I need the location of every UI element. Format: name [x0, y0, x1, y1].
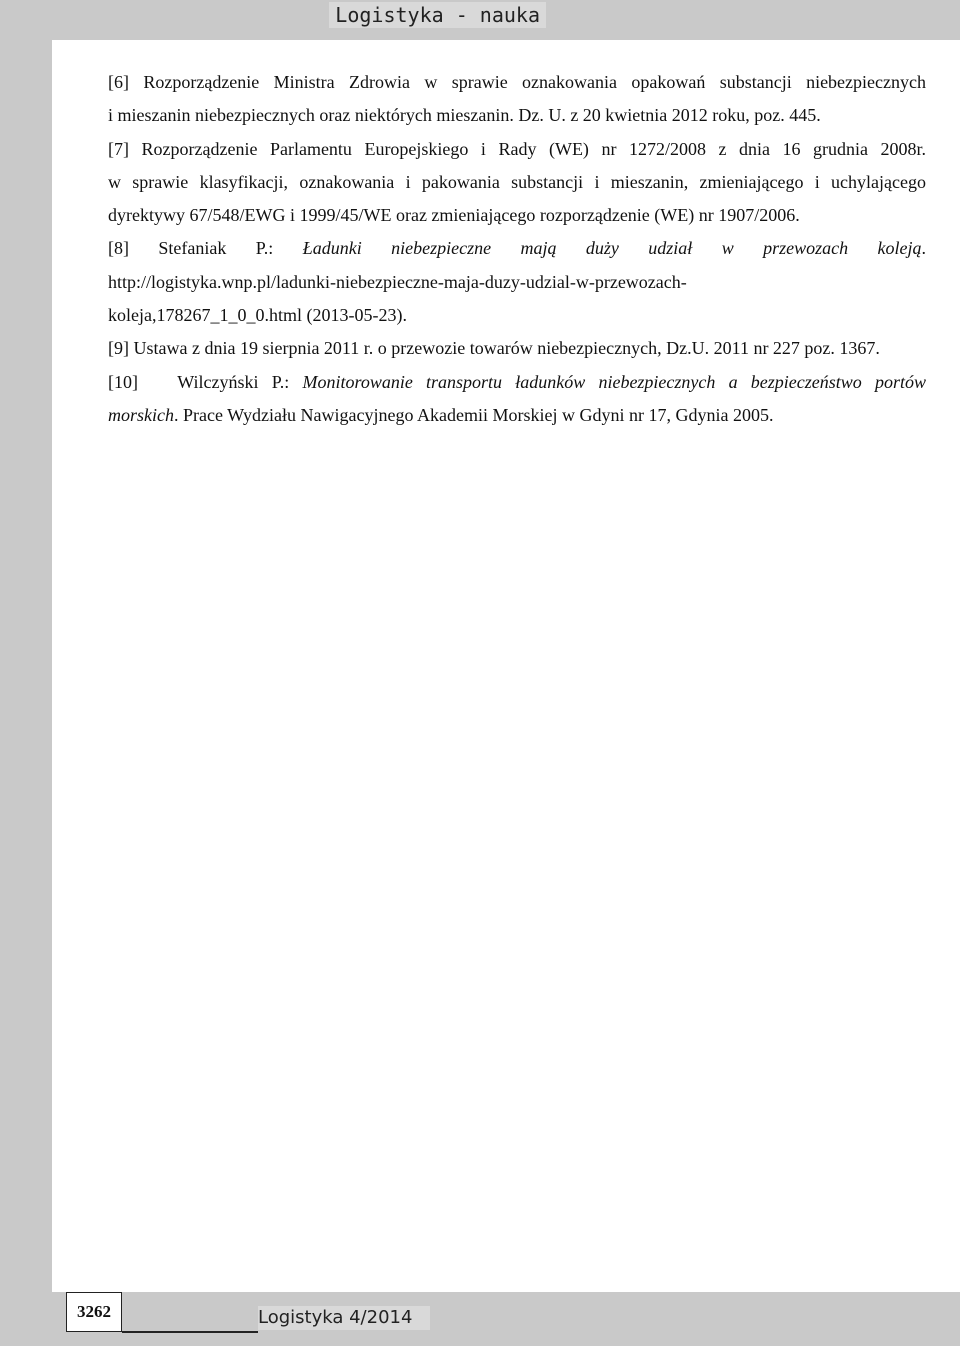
reference-10-rest: . Prace Wydziału Nawigacyjnego Akademii Morskiej w Gdyni nr 17, Gdynia 2005.: [174, 404, 774, 425]
reference-6-line-2: i mieszanin niebezpiecznych oraz niektórych mieszanin. Dz. U. z 20 kwietnia 2012 roku, poz. 445.: [108, 105, 821, 126]
reference-8-title: Ładunki niebezpieczne mają duży udział w przewozach koleją: [302, 238, 922, 259]
references-list: [80, 66, 926, 432]
reference-10-title-2: morskich: [108, 404, 174, 425]
reference-6: [80, 66, 926, 133]
reference-7-line-3: dyrektywy 67/548/EWG i 1999/45/WE oraz zmieniającego rozporządzenie (WE) nr 1907/2006.: [108, 205, 800, 226]
reference-10-line-1: [108, 366, 926, 399]
reference-7: [80, 133, 926, 233]
footer-journal-title: Logistyka 4/2014: [258, 1306, 430, 1330]
header-title: Logistyka - nauka: [329, 2, 546, 28]
reference-7-line-1: [7] Rozporządzenie Parlamentu Europejskiego i Rady (WE) nr 1272/2008 z dnia 16 grudnia 2008r.: [108, 138, 926, 159]
reference-10-line-2: [108, 399, 926, 432]
reference-10-title-1: Monitorowanie transportu ładunków niebezpiecznych a bezpieczeństwo portów: [302, 371, 927, 392]
reference-8-url-line-2[interactable]: koleja,178267_1_0_0.html (2013-05-23).: [108, 305, 407, 326]
reference-8-line-1: [108, 232, 926, 265]
page-number: 3262: [66, 1292, 122, 1332]
reference-9-text: [9] Ustawa z dnia 19 sierpnia 2011 r. o przewozie towarów niebezpiecznych, Dz.U. 2011 nr 227 poz. 1367.: [108, 338, 880, 359]
reference-8-title-end: .: [921, 238, 926, 259]
reference-10-author: [10] Wilczyński P.:: [108, 371, 290, 392]
footer-rule: [122, 1331, 258, 1333]
reference-8: [80, 232, 926, 332]
reference-10: [80, 366, 926, 433]
reference-6-line-1: [6] Rozporządzenie Ministra Zdrowia w sprawie oznakowania opakowań substancji niebezpiecznych: [108, 72, 926, 92]
page: [52, 40, 960, 1292]
header-band: [0, 0, 960, 30]
reference-9: [80, 332, 926, 365]
reference-8-author: [8] Stefaniak P.:: [108, 238, 274, 259]
reference-8-url-line-1[interactable]: http://logistyka.wnp.pl/ladunki-niebezpieczne-maja-duzy-udzial-w-przewozach-: [108, 271, 687, 292]
reference-7-line-2: w sprawie klasyfikacji, oznakowania i pakowania substancji i mieszanin, zmieniającego i uchylającego: [108, 171, 926, 192]
